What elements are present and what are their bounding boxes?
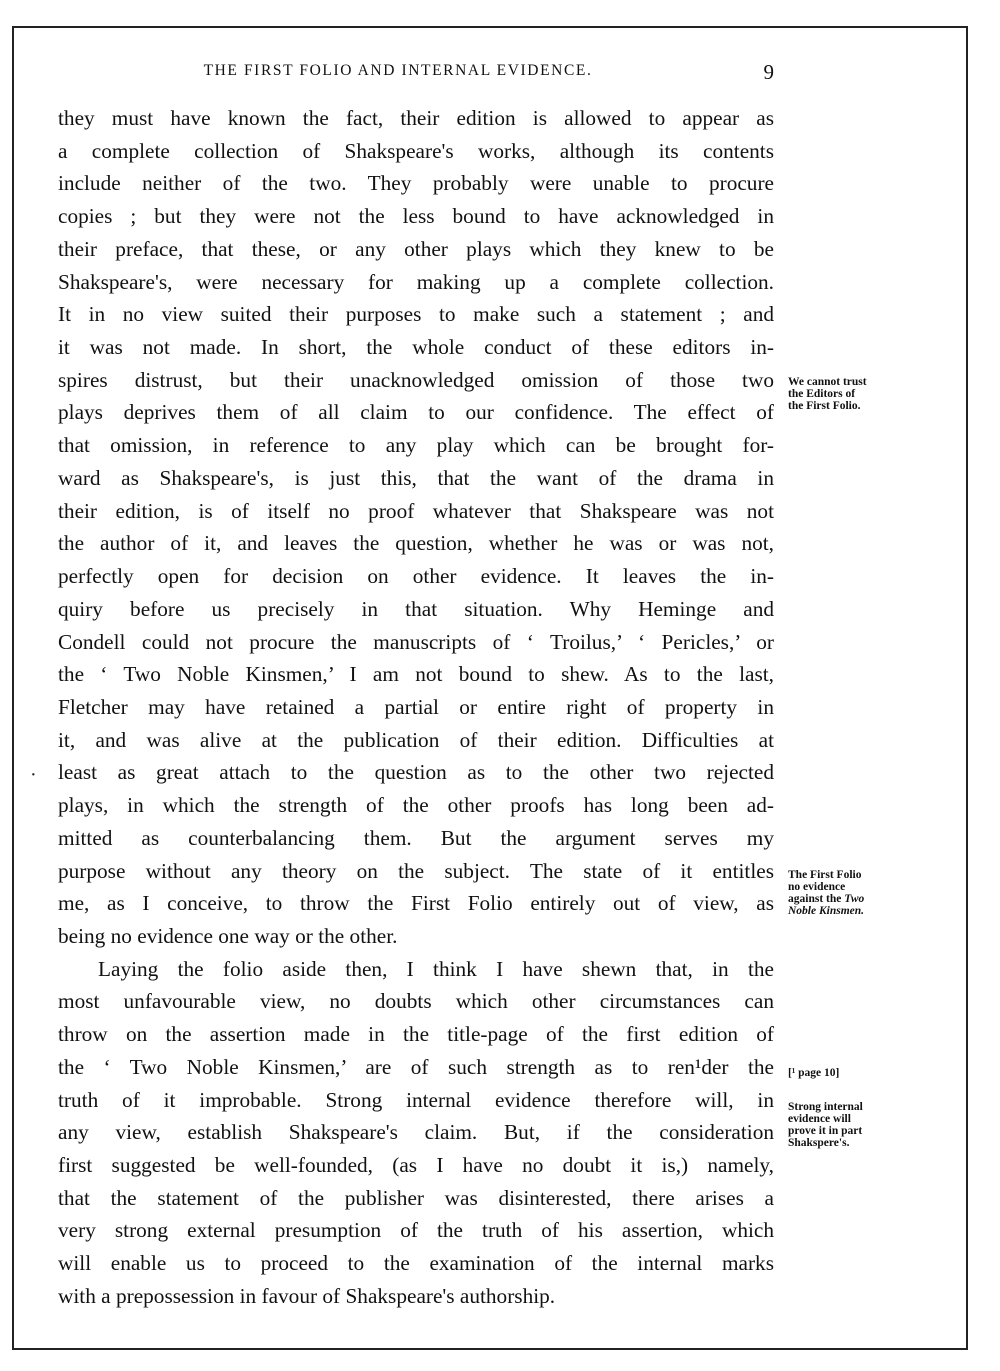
text-line: the author of it, and leaves the question, whether he was or was not, xyxy=(58,531,774,556)
page-header xyxy=(58,60,774,84)
text-line: that the statement of the publisher was disinterested, there arises a xyxy=(58,1185,774,1210)
text-line: ward as Shakspeare's, is just this, that the want of the drama in xyxy=(58,465,774,490)
sidenote-first-folio: The First Folio no evidence against the Two Noble Kinsmen. xyxy=(788,869,865,917)
text-line: the ‘ Two Noble Kinsmen,’ are of such strength as to ren¹der the xyxy=(58,1054,774,1079)
text-line: truth of it improbable. Strong internal evidence therefore will, in xyxy=(58,1087,774,1112)
text-line: purpose without any theory on the subject. The state of it entitles xyxy=(58,858,774,883)
text-line: Shakspeare's, were necessary for making up a complete collection. xyxy=(58,269,774,294)
text-line: quiry before us precisely in that situation. Why Heminge and xyxy=(58,596,774,621)
paragraph-last-line: being no evidence one way or the other. xyxy=(58,923,398,948)
text-line: first suggested be well-founded, (as I have no doubt it is,) namely, xyxy=(58,1153,774,1177)
text-line: the ‘ Two Noble Kinsmen,’ I am not bound to shew. As to the last, xyxy=(58,662,774,687)
text-line: spires distrust, but their unacknowledged omission of those two xyxy=(58,367,774,392)
margin-dot: · xyxy=(30,764,37,786)
text-line: include neither of the two. They probably were unable to procure xyxy=(58,171,774,196)
paragraph-last-line: with a prepossession in favour of Shakspeare's authorship. xyxy=(58,1283,556,1308)
text-line: least as great attach to the question as to the other two rejected xyxy=(58,760,774,785)
text-line: Condell could not procure the manuscripts of ‘ Troilus,’ ‘ Pericles,’ or xyxy=(58,629,774,654)
text-line: it, and was alive at the publication of their edition. Difficulties at xyxy=(58,727,774,752)
page-number: 9 xyxy=(763,60,774,84)
running-title: THE FIRST FOLIO AND INTERNAL EVIDENCE. xyxy=(203,62,593,79)
text-line: me, as I conceive, to throw the First Folio entirely out of view, as xyxy=(58,891,774,916)
sidenote-page-ref: [¹ page 10] xyxy=(788,1067,840,1079)
text-line: throw on the assertion made in the title-page of the first edition of xyxy=(58,1022,774,1047)
text-line: they must have known the fact, their edition is allowed to appear as xyxy=(58,106,774,130)
text-line: will enable us to proceed to the examination of the internal marks xyxy=(58,1251,774,1276)
paragraph-first-line: Laying the folio aside then, I think I have shewn that, in the xyxy=(98,956,774,981)
sidenote-strong-evidence: Strong internal evidence will prove it in part Shakspere's. xyxy=(788,1101,863,1149)
text-line: very strong external presumption of the truth of his assertion, which xyxy=(58,1218,774,1243)
text-line: most unfavourable view, no doubts which other circumstances can xyxy=(58,989,774,1014)
text-line: plays deprives them of all claim to our confidence. The effect of xyxy=(58,400,774,425)
text-line: Fletcher may have retained a partial or entire right of property in xyxy=(58,694,774,719)
text-line: plays, in which the strength of the other proofs has long been ad- xyxy=(58,793,774,818)
text-line: copies ; but they were not the less bound to have acknowledged in xyxy=(58,204,774,229)
text-line: that omission, in reference to any play which can be brought for- xyxy=(58,433,774,458)
text-line: perfectly open for decision on other evidence. It leaves the in- xyxy=(58,564,774,589)
text-line: It in no view suited their purposes to make such a statement ; and xyxy=(58,302,774,327)
text-line: their edition, is of itself no proof whatever that Shakspeare was not xyxy=(58,498,774,523)
text-line: their preface, that these, or any other plays which they knew to be xyxy=(58,236,774,261)
body-text xyxy=(58,102,774,1313)
text-line: any view, establish Shakspeare's claim. But, if the consideration xyxy=(58,1120,774,1145)
sidenote-editors: We cannot trust the Editors of the First Folio. xyxy=(788,376,867,412)
text-line: it was not made. In short, the whole conduct of these editors in- xyxy=(58,335,774,360)
text-line: mitted as counterbalancing them. But the argument serves my xyxy=(58,825,774,850)
text-line: a complete collection of Shakspeare's works, although its contents xyxy=(58,138,774,163)
